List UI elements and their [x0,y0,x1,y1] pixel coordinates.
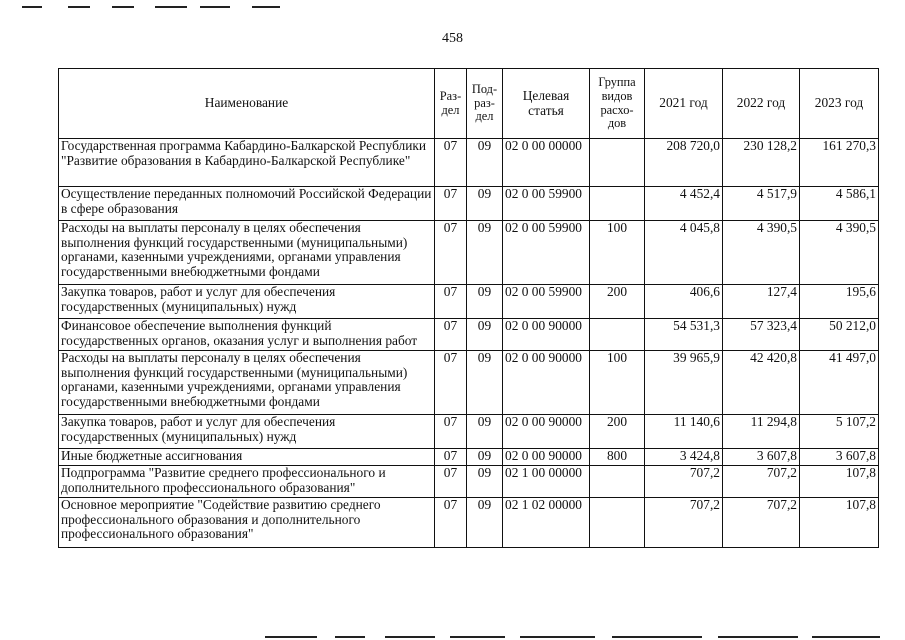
row-2022: 57 323,4 [723,319,800,351]
row-2021: 11 140,6 [645,415,723,449]
row-2023: 4 390,5 [800,221,879,285]
row-group: 800 [590,449,645,466]
row-group [590,139,645,187]
row-2021: 54 531,3 [645,319,723,351]
table-row [59,449,879,466]
table-row [59,415,879,449]
table-row [59,498,879,548]
row-section: 07 [435,285,467,319]
row-2021: 406,6 [645,285,723,319]
row-2021: 707,2 [645,498,723,548]
bottom-separator-line [265,636,317,638]
row-section: 07 [435,221,467,285]
row-target: 02 0 00 59900 [503,285,590,319]
row-group [590,187,645,221]
top-separator-line [112,6,134,8]
row-subsection: 09 [467,221,503,285]
row-group [590,319,645,351]
row-section: 07 [435,449,467,466]
row-subsection: 09 [467,285,503,319]
row-group: 200 [590,415,645,449]
row-name: Иные бюджетные ассигнования [59,449,435,466]
row-2023: 5 107,2 [800,415,879,449]
row-2023: 195,6 [800,285,879,319]
row-section: 07 [435,415,467,449]
row-target: 02 0 00 90000 [503,415,590,449]
row-2023: 107,8 [800,498,879,548]
row-section: 07 [435,498,467,548]
row-2021: 4 045,8 [645,221,723,285]
row-2021: 4 452,4 [645,187,723,221]
bottom-separator-line [335,636,365,638]
bottom-separator-line [520,636,595,638]
row-2023: 3 607,8 [800,449,879,466]
row-section: 07 [435,139,467,187]
row-target: 02 0 00 90000 [503,319,590,351]
row-2023: 41 497,0 [800,351,879,415]
bottom-separator-line [812,636,880,638]
row-2022: 707,2 [723,466,800,498]
header-expense-group: Группа видов расхо- дов [590,69,645,139]
row-2023: 107,8 [800,466,879,498]
header-2021: 2021 год [645,69,723,139]
bottom-separator-line [450,636,505,638]
page-number: 458 [442,31,463,46]
row-section: 07 [435,466,467,498]
table-header-row [59,69,879,139]
header-2023: 2023 год [800,69,879,139]
row-2022: 11 294,8 [723,415,800,449]
row-2022: 4 390,5 [723,221,800,285]
row-subsection: 09 [467,415,503,449]
row-2023: 4 586,1 [800,187,879,221]
row-name: Финансовое обеспечение выполнения функций государственных органов, оказания услуг и выполнения работ [59,319,435,351]
bottom-separator-line [385,636,435,638]
row-2021: 39 965,9 [645,351,723,415]
row-name: Государственная программа Кабардино-Балкарской Республики "Развитие образования в Кабардино-Балкарской Республике" [59,139,435,187]
row-2021: 707,2 [645,466,723,498]
row-2022: 230 128,2 [723,139,800,187]
table-row [59,319,879,351]
row-name: Основное мероприятие "Содействие развитию среднего профессионального образования и дополнительного профессионального образования" [59,498,435,548]
row-group: 100 [590,221,645,285]
row-name: Подпрограмма "Развитие среднего профессионального и дополнительного профессионального образования" [59,466,435,498]
row-2023: 50 212,0 [800,319,879,351]
top-separator-line [200,6,230,8]
row-group: 200 [590,285,645,319]
row-2022: 4 517,9 [723,187,800,221]
header-2022: 2022 год [723,69,800,139]
row-2022: 707,2 [723,498,800,548]
header-section: Раз- дел [435,69,467,139]
row-group [590,498,645,548]
row-2022: 127,4 [723,285,800,319]
row-name: Осуществление переданных полномочий Российской Федерации в сфере образования [59,187,435,221]
row-subsection: 09 [467,498,503,548]
row-target: 02 1 00 00000 [503,466,590,498]
row-group [590,466,645,498]
row-2021: 3 424,8 [645,449,723,466]
top-separator-line [22,6,42,8]
row-section: 07 [435,319,467,351]
row-target: 02 0 00 90000 [503,351,590,415]
table-row [59,351,879,415]
row-subsection: 09 [467,466,503,498]
table-row [59,466,879,498]
bottom-separator-line [718,636,798,638]
row-target: 02 0 00 90000 [503,449,590,466]
row-2023: 161 270,3 [800,139,879,187]
row-target: 02 0 00 00000 [503,139,590,187]
row-2022: 3 607,8 [723,449,800,466]
row-2021: 208 720,0 [645,139,723,187]
row-2022: 42 420,8 [723,351,800,415]
row-group: 100 [590,351,645,415]
row-target: 02 0 00 59900 [503,221,590,285]
row-name: Расходы на выплаты персоналу в целях обеспечения выполнения функций государственными (муниципальными) органами, казенными учреждениями, органами управления государственными внебюджетными фондами [59,221,435,285]
row-name: Расходы на выплаты персоналу в целях обеспечения выполнения функций государственными (муниципальными) органами, казенными учреждениями, органами управления государственными внебюджетными фондами [59,351,435,415]
table-row [59,187,879,221]
row-section: 07 [435,351,467,415]
row-target: 02 0 00 59900 [503,187,590,221]
row-subsection: 09 [467,351,503,415]
row-target: 02 1 02 00000 [503,498,590,548]
bottom-separator-line [612,636,702,638]
row-name: Закупка товаров, работ и услуг для обеспечения государственных (муниципальных) нужд [59,285,435,319]
table-row [59,285,879,319]
top-separator-line [68,6,90,8]
top-separator-line [155,6,187,8]
budget-table [58,68,879,548]
table-row [59,139,879,187]
top-separator-line [252,6,280,8]
row-subsection: 09 [467,139,503,187]
row-subsection: 09 [467,187,503,221]
row-subsection: 09 [467,449,503,466]
row-name: Закупка товаров, работ и услуг для обеспечения государственных (муниципальных) нужд [59,415,435,449]
row-subsection: 09 [467,319,503,351]
header-name: Наименование [59,69,435,139]
row-section: 07 [435,187,467,221]
header-subsection: Под- раз- дел [467,69,503,139]
table-row [59,221,879,285]
header-target: Целевая статья [503,69,590,139]
